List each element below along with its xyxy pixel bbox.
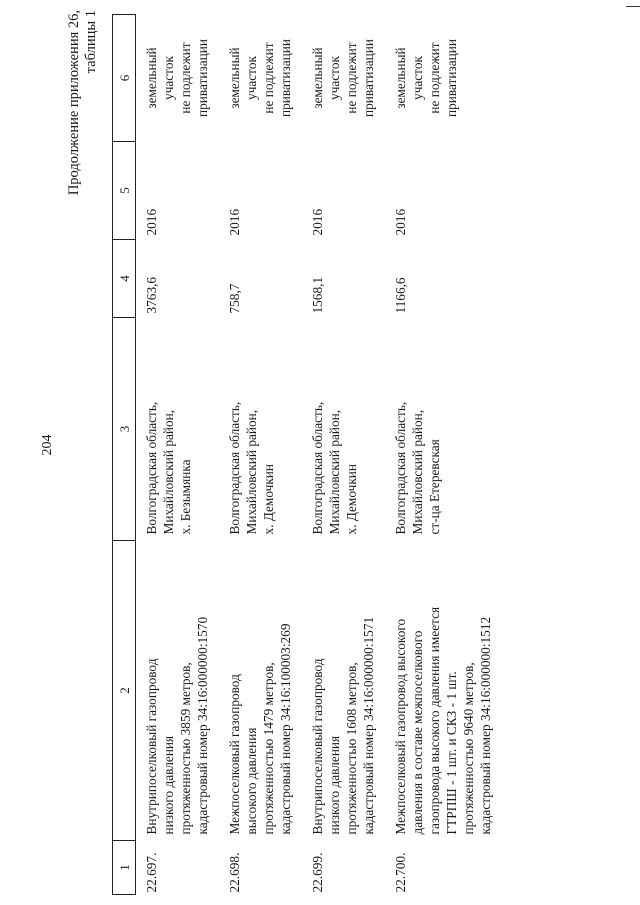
- object-line: газопровода высокого давления имеется: [427, 606, 442, 835]
- table-row: [302, 15, 385, 895]
- object-line: протяженностью 3859 метров,: [178, 662, 193, 835]
- right-line: участок: [244, 56, 259, 100]
- object-line: высокого давления: [244, 727, 259, 835]
- year-value: 2016: [227, 208, 242, 236]
- area-value: 758,7: [227, 283, 242, 314]
- object-line: протяженностью 1479 метров,: [261, 662, 276, 835]
- right-line: приватизации: [278, 39, 293, 117]
- address-line: Михайловский район,: [410, 409, 425, 535]
- column-header-5: 5: [113, 142, 136, 240]
- year-value: 2016: [144, 208, 159, 236]
- object-description: [136, 541, 220, 841]
- right-line: приватизации: [444, 39, 459, 117]
- right-line: не подлежит: [427, 42, 442, 114]
- object-line: протяженностью 1608 метров,: [344, 662, 359, 835]
- right-line: не подлежит: [178, 42, 193, 114]
- property-registry-table: [112, 14, 494, 895]
- right-line: земельный: [144, 47, 159, 109]
- year-value: 2016: [310, 208, 325, 236]
- address-line: Волгоградская область,: [144, 401, 159, 535]
- object-line: Межпоселковый газопровод: [227, 674, 242, 835]
- table-row: [136, 15, 220, 895]
- column-header-1: 1: [113, 841, 136, 895]
- object-line: протяженностью 9640 метров,: [461, 662, 476, 835]
- object-line: кадастровый номер 34:16:000000:1570: [195, 616, 210, 835]
- address-line: х. Безымянка: [178, 459, 193, 535]
- page-number: 204: [40, 434, 55, 456]
- column-header-4: 4: [113, 240, 136, 318]
- right-type: [302, 15, 385, 142]
- right-line: земельный: [393, 47, 408, 109]
- object-line: кадастровый номер 34:16:000000:1512: [478, 616, 493, 835]
- year-value: 2016: [393, 208, 408, 236]
- object-line: кадастровый номер 34:16:100003:269: [278, 623, 293, 835]
- area-value: 3763,6: [144, 276, 159, 314]
- object-line: Межпоселковый газопровод высокого: [393, 618, 408, 835]
- column-header-6: 6: [113, 15, 136, 142]
- right-line: земельный: [227, 47, 242, 109]
- object-line: Внутрипоселковый газопровод: [144, 658, 159, 835]
- area-value: 1568,1: [310, 276, 325, 314]
- object-description: [302, 541, 385, 841]
- table-row: [219, 15, 302, 895]
- address-line: Михайловский район,: [244, 409, 259, 535]
- address-line: х. Демочкин: [344, 463, 359, 535]
- address-line: Михайловский район,: [161, 409, 176, 535]
- right-line: приватизации: [361, 39, 376, 117]
- object-line: низкого давления: [161, 735, 176, 835]
- right-line: приватизации: [195, 39, 210, 117]
- object-address: [302, 318, 385, 541]
- object-description: [219, 541, 302, 841]
- address-line: Волгоградская область,: [227, 401, 242, 535]
- right-line: участок: [161, 56, 176, 100]
- address-line: Волгоградская область,: [393, 401, 408, 535]
- row-number: 22.698.: [227, 852, 242, 893]
- right-line: не подлежит: [261, 42, 276, 114]
- object-line: ГТРПШ - 1 шт. и СКЗ - 1 шт.: [444, 671, 459, 835]
- right-line: участок: [410, 56, 425, 100]
- row-number: 22.699.: [310, 852, 325, 893]
- column-header-3: 3: [113, 318, 136, 541]
- table-row: [385, 15, 494, 895]
- object-line: давления в составе межпоселкового: [410, 630, 425, 835]
- continuation-caption: [66, 10, 100, 390]
- header-row: [113, 15, 136, 895]
- address-line: Михайловский район,: [327, 409, 342, 535]
- right-line: не подлежит: [344, 42, 359, 114]
- right-type: [136, 15, 220, 142]
- column-header-2: 2: [113, 541, 136, 841]
- object-description: [385, 541, 494, 841]
- row-number: 22.700.: [393, 852, 408, 893]
- object-address: [219, 318, 302, 541]
- area-value: 1166,6: [393, 277, 408, 314]
- object-line: Внутрипоселковый газопровод: [310, 658, 325, 835]
- right-type: [385, 15, 494, 142]
- object-address: [385, 318, 494, 541]
- continuation-line-2: таблицы 1: [83, 10, 99, 74]
- address-line: ст-ца Етеревская: [427, 439, 442, 535]
- object-line: кадастровый номер 34:16:000000:1571: [361, 616, 376, 835]
- object-address: [136, 318, 220, 541]
- object-line: низкого давления: [327, 735, 342, 835]
- right-type: [219, 15, 302, 142]
- row-number: 22.697.: [144, 852, 159, 893]
- right-line: участок: [327, 56, 342, 100]
- address-line: х. Демочкин: [261, 463, 276, 535]
- address-line: Волгоградская область,: [310, 401, 325, 535]
- right-line: земельный: [310, 47, 325, 109]
- continuation-line-1: Продолжение приложения 26,: [66, 10, 82, 196]
